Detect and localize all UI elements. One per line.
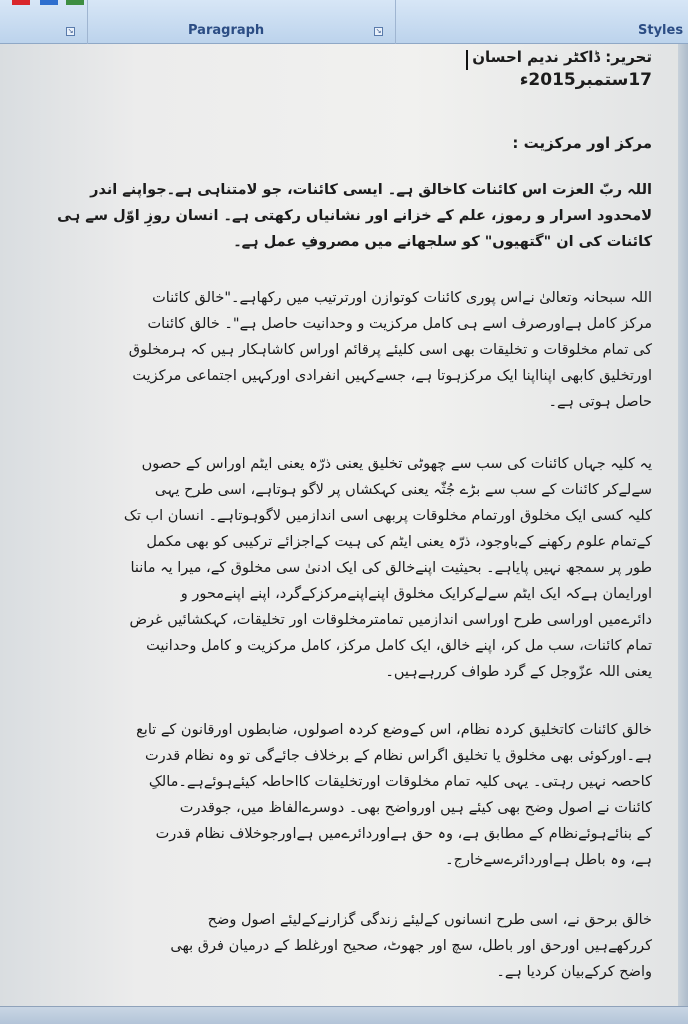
paragraph-5-line-1: خالق برحق نے، اسی طرح انسانوں کےلیئے زندگی گزارنےکےلیئے اصول وضح	[207, 912, 652, 928]
paragraph-3-line-4: کےتمام علوم رکھنے کےباوجود، ذرّہ یعنی ایٹم کی ہیت کےاجزائے ترکیبی کو بھی مکمل	[146, 534, 652, 550]
paragraph-4-line-3: کاحصہ نہیں رہتی۔ یہی کلیہ تمام مخلوقات اورتخلیقات کااحاطہ کیئےہوئےہے۔مالکِ	[148, 774, 652, 790]
paragraph-1-line-3: کائنات کی ان "گتھیوں" کو سلجھانے میں مصروفِ عمل ہے۔	[233, 234, 652, 250]
ribbon-group-font	[0, 0, 88, 44]
section-heading: مرکز اور مرکزیت :	[512, 134, 652, 152]
paragraph-3-line-3: کلیہ کسی ایک مخلوق اورتمام مخلوقات پربھی اسی اندازمیں لاگوہوتاہے۔ انسان اب تک	[123, 508, 652, 524]
paragraph-5-line-2: کررکھےہیں اورحق اور باطل، سچ اور جھوٹ، صحیح اورغلط کے درمیان فرق بھی	[170, 938, 652, 954]
paragraph-2-line-1: اللہ سبحانہ وتعالیٰ نےاس پوری کائنات کوتوازن اورترتیب میں رکھاہے۔"خالق کائنات	[152, 290, 652, 306]
document-page[interactable]	[0, 44, 688, 1006]
text-cursor	[466, 50, 468, 70]
author-line: تحریر: ڈاکٹر ندیم احسان	[472, 48, 652, 66]
paragraph-3-line-8: تمام کائنات، سب مل کر، اپنے خالق، ایک کامل مرکز، کامل مرکزیت و کامل وحدانیت	[146, 638, 652, 654]
paragraph-1-line-1: اللہ ربّ العزت اس کائنات کاخالق ہے۔ ایسی کائنات، جو لامتناہی ہے۔جواپنے اندر	[90, 182, 652, 198]
paragraph-2-line-5: حاصل ہوتی ہے۔	[548, 394, 652, 410]
ribbon	[0, 0, 688, 44]
paragraph-3-line-5: طور پر سمجھ نہیں پایاہے۔ بحیثیت اپنےخالق کی ایک ادنیٰ سی مخلوق کے، میرا یہ ماننا	[130, 560, 652, 576]
paragraph-3-line-2: سےلےکر کائنات کے سب سے بڑے جُثّہ یعنی کہکشاں پر لاگو ہوتاہے، اسی طرح یہی	[154, 482, 652, 498]
paragraph-4-line-4: کائنات نے اصول وضح بھی کیئے ہیں اورواضح بھی۔ دوسرےالفاظ میں، جوقدرت	[179, 800, 652, 816]
page-edge	[678, 44, 688, 1006]
paragraph-4-line-1: خالق کائنات کاتخلیق کردہ نظام، اس کےوضع کردہ اصولوں، ضابطوں اورقانون کے تابع	[136, 722, 652, 738]
paragraph-group-label: Paragraph	[188, 23, 265, 38]
paragraph-2-line-4: اورتخلیق کابھی اپنااپنا ایک مرکزہوتا ہے، جسےکہیں انفرادی اورکہیں اجتماعی مرکزیت	[132, 368, 652, 384]
paragraph-2-line-2: مرکز کامل ہےاورصرف اسے ہی کامل مرکزیت و وحدانیت حاصل ہے"۔ خالق کائنات	[147, 316, 652, 332]
paragraph-5-line-3: واضح کرکےبیان کردیا ہے۔	[496, 964, 652, 980]
paragraph-2-line-3: کی تمام مخلوقات و تخلیقات بھی اسی کلیئے پرقائم اوراس کاشاہکار ہیں کہ ہرمخلوق	[128, 342, 652, 358]
styles-group-label: Styles	[638, 23, 684, 38]
paragraph-1-line-2: لامحدود اسرار و رموز، علم کے خزانے اور نشانیاں رکھتی ہے۔ انسان روزِ اوّل سے ہی	[57, 208, 652, 224]
ribbon-group-paragraph	[88, 0, 396, 44]
paragraph-dialog-launcher-icon[interactable]: ↘	[375, 27, 382, 35]
paragraph-4-line-5: کے بنائےہوئےنظام کے مطابق ہے، وہ حق ہےاوردائرےمیں ہےاورجوخلاف نظام قدرت	[155, 826, 652, 842]
paragraph-3-line-9: یعنی اللہ عزّوجل کے گرد طواف کررہےہیں۔	[385, 664, 652, 680]
paragraph-3-line-7: دائرےمیں اوراسی طرح اوراسی اندازمیں تمامترمخلوقات اور تخلیقات، کہکشائیں غرض	[129, 612, 652, 628]
date-line: 17ستمبر2015ء	[519, 70, 652, 90]
font-dialog-launcher-icon[interactable]: ↘	[67, 27, 74, 35]
status-bar	[0, 1006, 688, 1024]
paragraph-4-line-2: ہے۔اورکوئی بھی مخلوق یا تخلیق اگراس نظام کے برخلاف جائےگی تو وہ نظام قدرت	[144, 748, 652, 764]
paragraph-3-line-1: یہ کلیہ جہاں کائنات کی سب سے چھوٹی تخلیق یعنی ذرّہ یعنی ایٹم اوراس کے حصوں	[141, 456, 652, 472]
ribbon-group-styles	[396, 0, 688, 44]
paragraph-4-line-6: ہے، وہ باطل ہےاوردائرےسےخارج۔	[445, 852, 652, 868]
paragraph-3-line-6: اورایمان ہےکہ ایک ایٹم سےلےکرایک مخلوق اپنےاپنےمرکزکےگرد، اپنے اپنےمحور و	[180, 586, 652, 602]
